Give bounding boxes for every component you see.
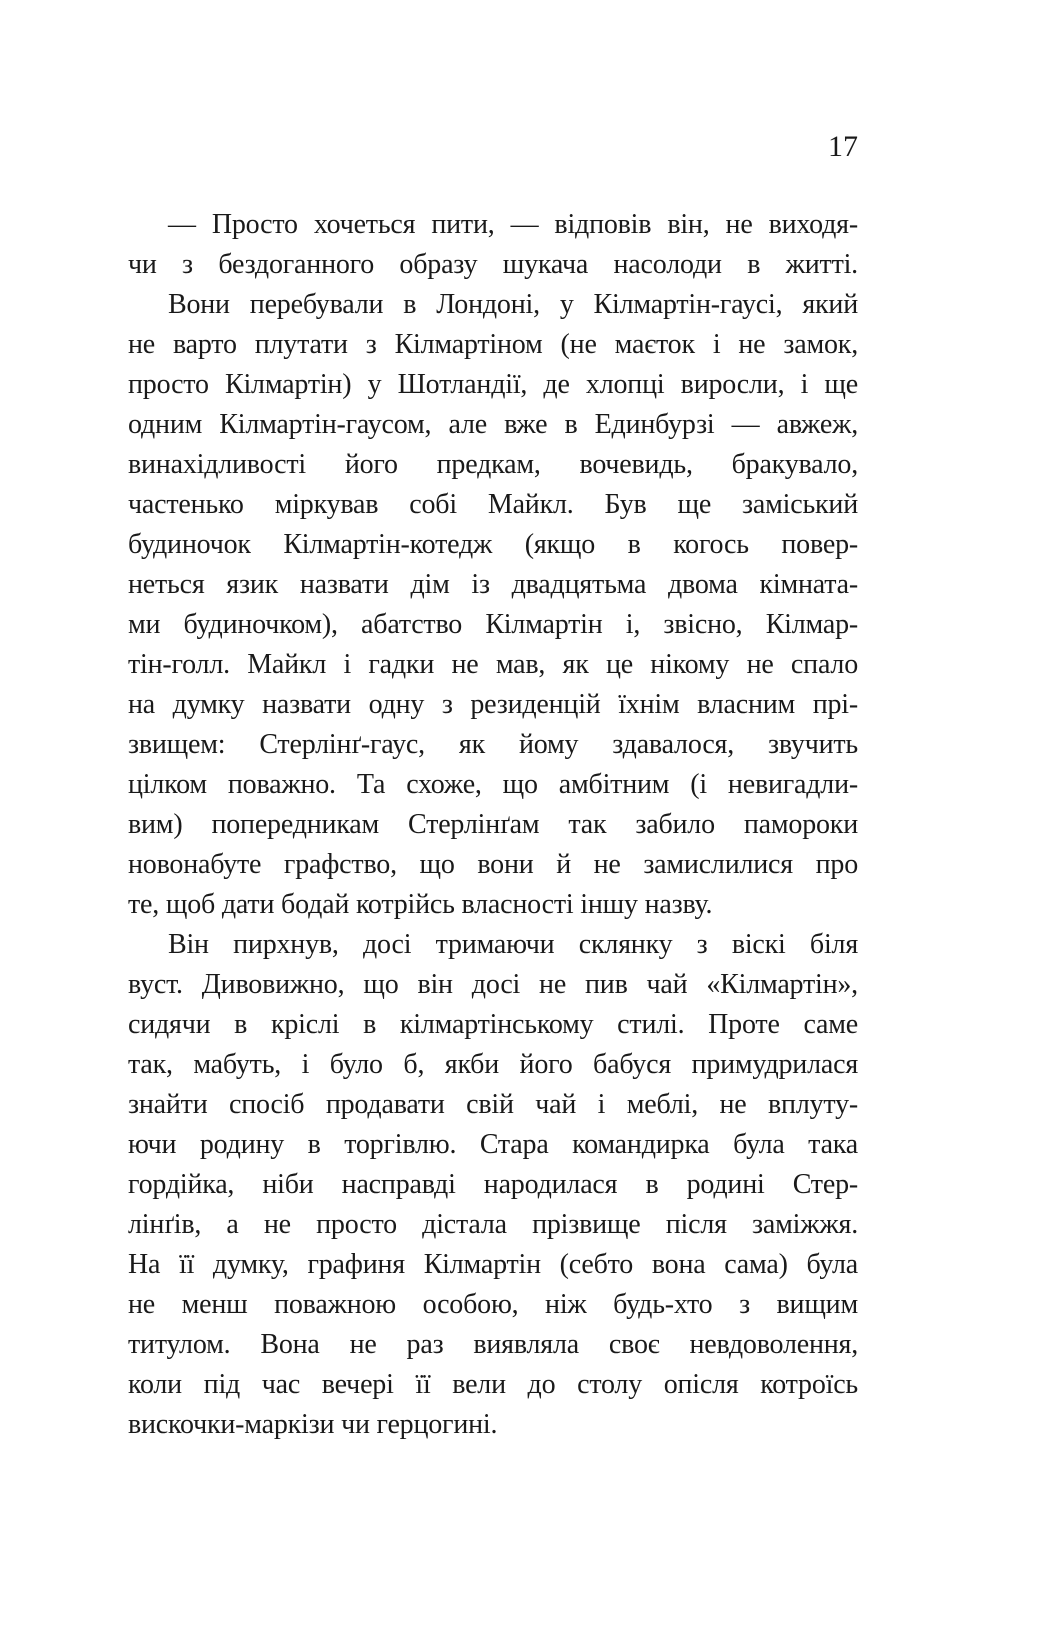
text-line: не менш поважною особою, ніж будь-хто з вищим: [128, 1289, 858, 1320]
text-line: вискочки-маркізи чи герцогині.: [128, 1409, 498, 1440]
text-line: Вони перебували в Лондоні, у Кілмартін-гаусі, який: [168, 289, 858, 320]
text-line: знайти спосіб продавати свій чай і меблі, не вплуту-: [128, 1089, 858, 1120]
text-block: [128, 205, 858, 1445]
text-line: вуст. Дивовижно, що він досі не пив чай «Кілмартін»,: [128, 969, 858, 1000]
paragraph: [128, 925, 858, 1445]
text-line: ми будиночком), абатство Кілмартін і, звісно, Кілмар-: [128, 609, 858, 640]
text-line: — Просто хочеться пити, — відповів він, не виходя-: [168, 209, 858, 240]
text-line: титулом. Вона не раз виявляла своє невдоволення,: [128, 1329, 858, 1360]
text-line: новонабуте графство, що вони й не замислилися про: [128, 849, 858, 880]
text-line: Він пирхнув, досі тримаючи склянку з віскі біля: [168, 929, 858, 960]
paragraph: [128, 285, 858, 925]
text-line: ючи родину в торгівлю. Стара командирка була така: [128, 1129, 858, 1160]
text-line: тін-голл. Майкл і гадки не мав, як це нікому не спало: [128, 649, 858, 680]
page-number: 17: [828, 130, 858, 163]
text-line: коли під час вечері її вели до столу опісля котроїсь: [128, 1369, 858, 1400]
text-line: На її думку, графиня Кілмартін (себто вона сама) була: [128, 1249, 858, 1280]
text-line: сидячи в кріслі в кілмартінському стилі. Проте саме: [128, 1009, 858, 1040]
text-line: так, мабуть, і було б, якби його бабуся примудрилася: [128, 1049, 858, 1080]
text-line: лінґів, а не просто дістала прізвище після заміжжя.: [128, 1209, 858, 1240]
text-line: одним Кілмартін-гаусом, але вже в Единбурзі — авжеж,: [128, 409, 858, 440]
text-line: те, щоб дати бодай котрійсь власності іншу назву.: [128, 889, 713, 920]
text-line: чи з бездоганного образу шукача насолоди в житті.: [128, 249, 858, 280]
text-line: частенько міркував собі Майкл. Був ще заміський: [128, 489, 858, 520]
text-line: вим) попередникам Стерлінґам так забило памороки: [128, 809, 858, 840]
paragraph: [128, 205, 858, 285]
text-line: звищем: Стерлінґ-гаус, як йому здавалося, звучить: [128, 729, 858, 760]
text-line: не варто плутати з Кілмартіном (не маєток і не замок,: [128, 329, 858, 360]
text-line: винахідливості його предкам, вочевидь, бракувало,: [128, 449, 858, 480]
text-line: гордійка, ніби насправді народилася в родині Стер-: [128, 1169, 858, 1200]
text-line: будиночок Кілмартін-котедж (якщо в когось повер-: [128, 529, 858, 560]
text-line: на думку назвати одну з резиденцій їхнім власним прі-: [128, 689, 858, 720]
text-line: неться язик назвати дім із двадцятьма двома кімната-: [128, 569, 858, 600]
text-line: цілком поважно. Та схоже, що амбітним (і невигадли-: [128, 769, 858, 800]
text-line: просто Кілмартін) у Шотландії, де хлопці виросли, і ще: [128, 369, 858, 400]
